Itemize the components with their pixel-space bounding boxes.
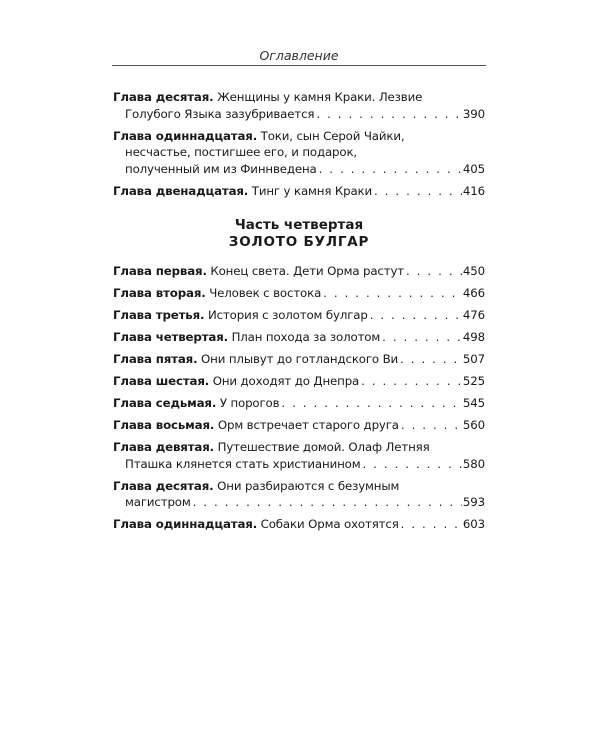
toc-entry[interactable] — [113, 417, 485, 434]
chapter-number: Глава одиннадцатая. — [113, 517, 258, 531]
dot-leader — [406, 263, 462, 280]
toc-line — [113, 494, 485, 511]
chapter-title-line: Они доходят до Днепра — [212, 374, 360, 388]
toc-line — [113, 285, 485, 302]
chapter-number: Глава пятая. — [113, 352, 198, 366]
toc-entry[interactable] — [113, 373, 485, 390]
chapter-title-line: несчастье, постигшее его, и подарок, — [125, 145, 358, 159]
page-number: 476 — [462, 308, 485, 322]
chapter-title-line: Путешествие домой. Олаф Летняя — [217, 440, 430, 454]
chapter-title-line: Они плывут до готландского Ви — [201, 352, 399, 366]
toc-line — [113, 478, 485, 495]
chapter-number: Глава восьмая. — [113, 418, 215, 432]
chapter-title-line: Они разбираются с безумным — [217, 478, 400, 493]
toc-line — [113, 161, 485, 178]
page-number: 450 — [462, 264, 485, 278]
toc-entry[interactable] — [113, 329, 485, 346]
toc-line — [113, 329, 485, 346]
chapter-title-line: История с золотом булгар — [207, 308, 368, 322]
dot-leader — [362, 456, 461, 473]
dot-leader — [281, 395, 462, 412]
dot-leader — [316, 106, 462, 123]
toc-line — [113, 128, 485, 145]
toc-line — [113, 516, 485, 533]
dot-leader — [374, 183, 462, 200]
toc-section-a — [113, 89, 485, 205]
toc-line — [113, 395, 485, 412]
toc-entry[interactable] — [113, 395, 485, 412]
chapter-number: Глава одиннадцатая. — [113, 128, 258, 143]
chapter-title-line: магистром — [125, 495, 191, 509]
toc-entry[interactable] — [113, 307, 485, 324]
dot-leader — [193, 494, 462, 511]
dot-leader — [361, 373, 462, 390]
chapter-title-line: Тинг у камня Краки — [251, 183, 373, 198]
page-number: 390 — [462, 106, 485, 121]
page-number: 405 — [462, 161, 485, 176]
toc-line — [113, 456, 485, 473]
toc-line — [113, 89, 485, 106]
page-number: 545 — [462, 396, 485, 410]
chapter-title-line: Человек с востока — [209, 286, 322, 300]
chapter-title-line: Собаки Орма охотятся — [260, 517, 399, 531]
chapter-number: Глава шестая. — [113, 374, 210, 388]
chapter-title-line: План похода за золотом — [231, 330, 381, 344]
chapter-number: Глава десятая. — [113, 478, 214, 493]
toc-line — [113, 183, 485, 200]
chapter-number: Глава третья. — [113, 308, 205, 322]
chapter-number: Глава вторая. — [113, 286, 206, 300]
header-rule — [112, 65, 486, 66]
chapter-title-line: Токи, сын Серой Чайки, — [260, 128, 405, 143]
toc-entry[interactable] — [113, 439, 485, 472]
part-title: ЗОЛОТО БУЛГАР — [228, 234, 370, 250]
chapter-title-line: полученный им из Финнведена — [125, 161, 317, 176]
chapter-number: Глава десятая. — [113, 90, 214, 104]
chapter-number: Глава первая. — [113, 264, 207, 278]
page-number: 416 — [462, 183, 485, 198]
page-number: 580 — [462, 456, 485, 471]
toc-line — [113, 307, 485, 324]
chapter-number: Глава седьмая. — [113, 396, 217, 410]
chapter-title-line: Конец света. Дети Орма растут — [210, 264, 405, 278]
chapter-title-line: Голубого Языка зазубривается — [125, 106, 315, 121]
page-number: 525 — [462, 374, 485, 388]
toc-entry[interactable] — [113, 285, 485, 302]
page-number: 593 — [462, 495, 485, 509]
toc-line — [113, 263, 485, 280]
chapter-number: Глава двенадцатая. — [113, 183, 249, 198]
toc-line — [113, 106, 485, 123]
dot-leader — [319, 161, 462, 178]
toc-entry[interactable] — [113, 128, 485, 178]
chapter-title-line: Женщины у камня Краки. Лезвие — [217, 90, 423, 104]
toc-entry[interactable] — [113, 516, 485, 533]
toc-entry[interactable] — [113, 89, 485, 122]
toc-line — [113, 439, 485, 456]
chapter-title-line: Пташка клянется стать христианином — [125, 456, 361, 471]
dot-leader — [400, 351, 462, 368]
toc-entry[interactable] — [113, 351, 485, 368]
toc-line — [113, 417, 485, 434]
toc-line — [113, 373, 485, 390]
page-number: 603 — [462, 517, 485, 531]
toc-line — [113, 351, 485, 368]
page-number: 560 — [462, 418, 485, 432]
page-number: 507 — [462, 352, 485, 366]
part-label: Часть четвертая — [234, 217, 364, 233]
chapter-title-line: Орм встречает старого друга — [217, 418, 399, 432]
chapter-title-line: У порогов — [219, 396, 280, 410]
dot-leader — [401, 516, 462, 533]
chapter-number: Глава девятая. — [113, 440, 214, 454]
chapter-number: Глава четвертая. — [113, 330, 228, 344]
toc-entry[interactable] — [113, 263, 485, 280]
toc-line — [113, 144, 485, 161]
page-number: 498 — [462, 330, 485, 344]
page-number: 466 — [462, 286, 485, 300]
toc-entry[interactable] — [113, 478, 485, 511]
toc-part-four — [113, 263, 485, 538]
dot-leader — [401, 417, 462, 434]
toc-entry[interactable] — [113, 183, 485, 200]
dot-leader — [323, 285, 462, 302]
dot-leader — [370, 307, 462, 324]
running-header: Оглавление — [259, 48, 339, 63]
dot-leader — [382, 329, 462, 346]
